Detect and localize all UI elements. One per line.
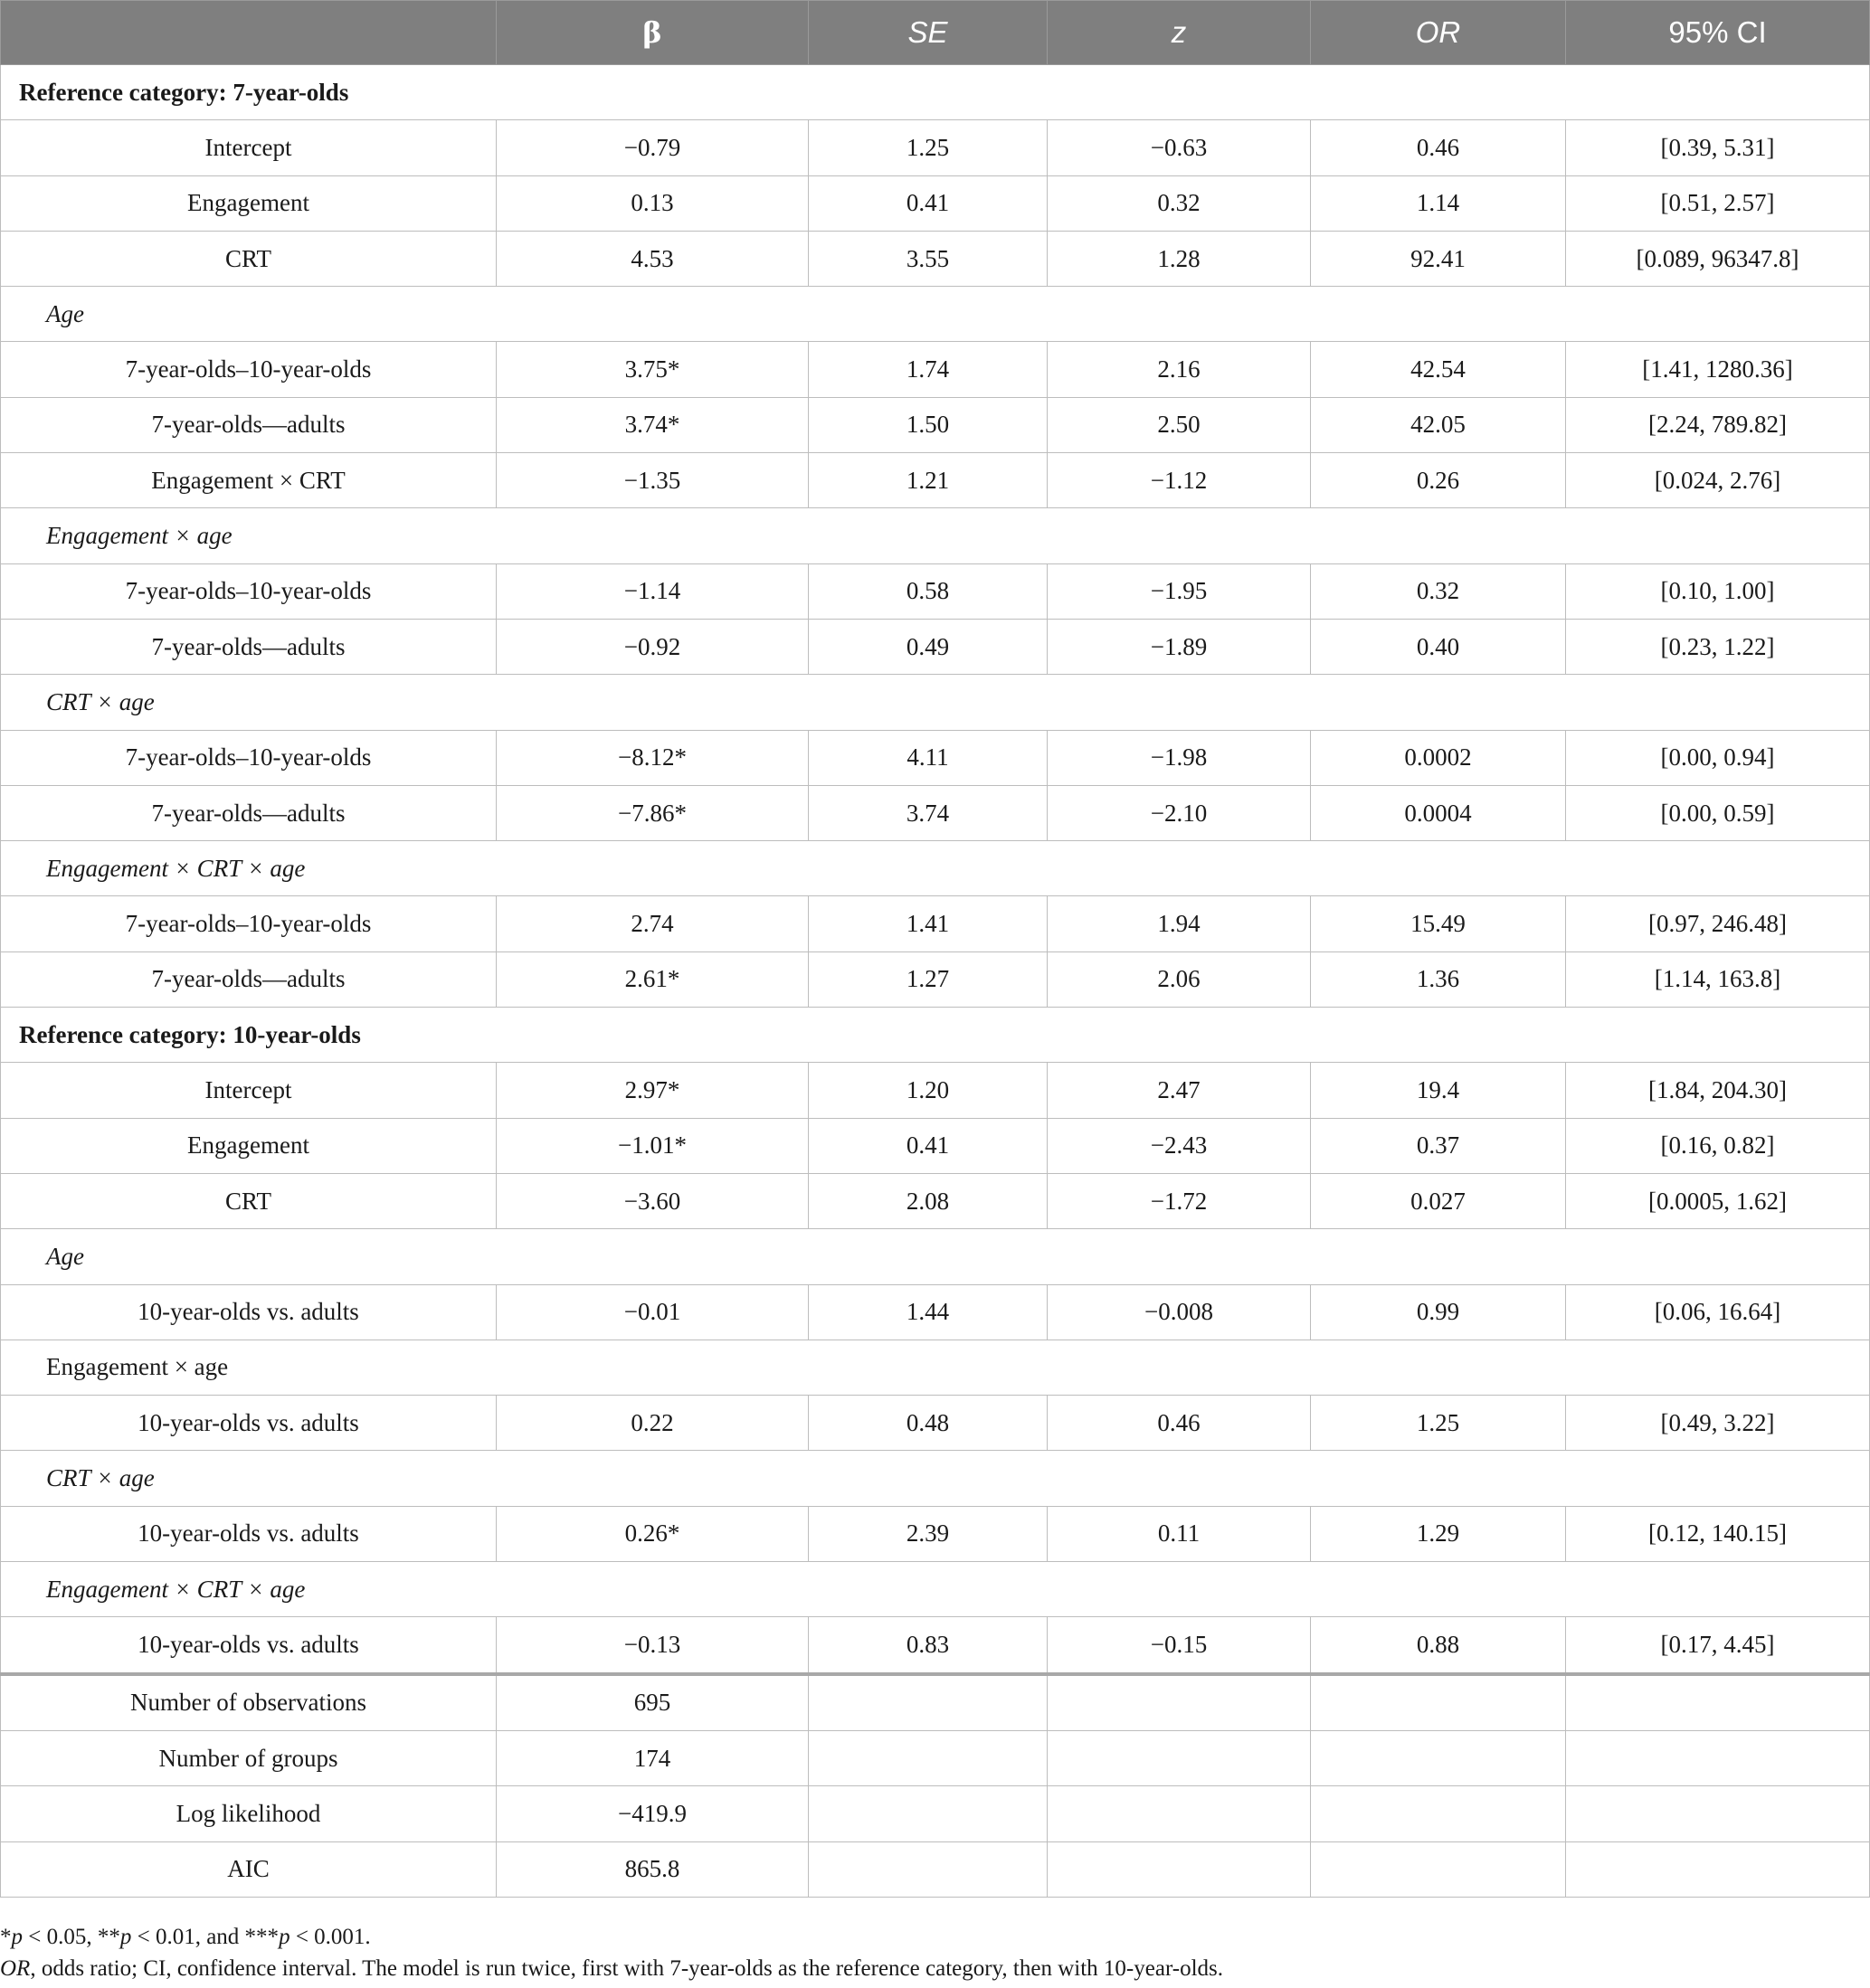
ci-cell: [0.51, 2.57] — [1566, 175, 1870, 231]
ci-cell: [0.39, 5.31] — [1566, 120, 1870, 175]
empty-cell — [1566, 1841, 1870, 1897]
ci-cell: [0.00, 0.59] — [1566, 785, 1870, 840]
or-cell: 1.14 — [1311, 175, 1566, 231]
beta-cell: 2.74 — [497, 896, 809, 951]
header-or: OR — [1311, 1, 1566, 65]
beta-cell: −1.01* — [497, 1118, 809, 1173]
or-cell: 0.88 — [1311, 1617, 1566, 1674]
empty-cell — [1048, 1786, 1311, 1841]
empty-cell — [1048, 1730, 1311, 1785]
header-se: SE — [809, 1, 1048, 65]
z-cell: −1.95 — [1048, 563, 1311, 619]
se-cell: 1.44 — [809, 1284, 1048, 1340]
z-cell: 1.28 — [1048, 231, 1311, 286]
z-cell: −1.72 — [1048, 1173, 1311, 1228]
row-label: 7-year-olds—adults — [1, 619, 497, 674]
footnotes — [0, 1921, 1870, 1984]
summary-value: 174 — [497, 1730, 809, 1785]
table-row — [1, 453, 1870, 508]
z-cell: −2.43 — [1048, 1118, 1311, 1173]
row-label: 7-year-olds–10-year-olds — [1, 342, 497, 397]
ci-cell: [0.23, 1.22] — [1566, 619, 1870, 674]
table-row — [1, 231, 1870, 286]
ci-cell: [0.49, 3.22] — [1566, 1396, 1870, 1451]
z-cell: −0.63 — [1048, 120, 1311, 175]
summary-label: Log likelihood — [1, 1786, 497, 1841]
table-row — [1, 1284, 1870, 1340]
beta-cell: 0.22 — [497, 1396, 809, 1451]
ci-cell: [0.12, 140.15] — [1566, 1506, 1870, 1561]
ci-cell: [0.06, 16.64] — [1566, 1284, 1870, 1340]
header-row — [1, 1, 1870, 65]
se-cell: 3.55 — [809, 231, 1048, 286]
beta-cell: −8.12* — [497, 730, 809, 785]
beta-cell: −1.14 — [497, 563, 809, 619]
summary-value: −419.9 — [497, 1786, 809, 1841]
summary-label: Number of observations — [1, 1674, 497, 1731]
z-cell: −1.12 — [1048, 453, 1311, 508]
beta-cell: 4.53 — [497, 231, 809, 286]
table-row — [1, 1396, 1870, 1451]
ci-cell: [0.97, 246.48] — [1566, 896, 1870, 951]
empty-cell — [809, 1841, 1048, 1897]
empty-cell — [1566, 1786, 1870, 1841]
se-cell: 1.27 — [809, 951, 1048, 1007]
section-header-row — [1, 1008, 1870, 1063]
se-cell: 1.25 — [809, 120, 1048, 175]
summary-label: Number of groups — [1, 1730, 497, 1785]
group-label: Engagement × CRT × age — [1, 841, 1870, 896]
se-cell: 0.58 — [809, 563, 1048, 619]
z-cell: −2.10 — [1048, 785, 1311, 840]
table-row — [1, 342, 1870, 397]
table-row — [1, 175, 1870, 231]
se-cell: 1.20 — [809, 1063, 1048, 1118]
group-label: Age — [1, 287, 1870, 342]
group-label-row — [1, 1451, 1870, 1506]
ci-cell: [2.24, 789.82] — [1566, 397, 1870, 452]
empty-cell — [1566, 1674, 1870, 1731]
or-cell: 92.41 — [1311, 231, 1566, 286]
z-cell: 2.50 — [1048, 397, 1311, 452]
z-cell: −0.008 — [1048, 1284, 1311, 1340]
table-row — [1, 397, 1870, 452]
summary-row — [1, 1786, 1870, 1841]
or-cell: 0.40 — [1311, 619, 1566, 674]
row-label: Intercept — [1, 1063, 497, 1118]
beta-cell: 0.13 — [497, 175, 809, 231]
footnote-segment: , odds ratio; CI, confidence interval. The model is run twice, first with 7-year-olds as the reference category, then with 10-year-olds. — [30, 1956, 1224, 1981]
row-label: 10-year-olds vs. adults — [1, 1617, 497, 1674]
table-body — [1, 65, 1870, 1898]
row-label: Engagement × CRT — [1, 453, 497, 508]
beta-cell: −0.92 — [497, 619, 809, 674]
se-cell: 1.21 — [809, 453, 1048, 508]
footnote-segment: p — [279, 1925, 290, 1949]
group-label-row — [1, 1229, 1870, 1284]
empty-cell — [1048, 1674, 1311, 1731]
ci-cell: [1.41, 1280.36] — [1566, 342, 1870, 397]
row-label: 7-year-olds–10-year-olds — [1, 896, 497, 951]
row-label: 7-year-olds—adults — [1, 951, 497, 1007]
footnote-segment: OR — [0, 1956, 31, 1981]
row-label: Engagement — [1, 175, 497, 231]
table-row — [1, 1173, 1870, 1228]
or-cell: 1.25 — [1311, 1396, 1566, 1451]
empty-cell — [809, 1786, 1048, 1841]
beta-cell: −1.35 — [497, 453, 809, 508]
footnote-segment: * — [0, 1925, 12, 1949]
z-cell: 2.16 — [1048, 342, 1311, 397]
se-cell: 4.11 — [809, 730, 1048, 785]
group-label-row — [1, 1562, 1870, 1617]
beta-cell: −0.01 — [497, 1284, 809, 1340]
row-label: 10-year-olds vs. adults — [1, 1396, 497, 1451]
footnote-segment: < 0.01, and *** — [131, 1925, 280, 1949]
summary-row — [1, 1841, 1870, 1897]
z-cell: 0.46 — [1048, 1396, 1311, 1451]
empty-cell — [1566, 1730, 1870, 1785]
beta-cell: 2.97* — [497, 1063, 809, 1118]
beta-cell: 0.26* — [497, 1506, 809, 1561]
group-label-row — [1, 675, 1870, 730]
table-row — [1, 120, 1870, 175]
or-cell: 19.4 — [1311, 1063, 1566, 1118]
group-label: CRT × age — [1, 1451, 1870, 1506]
ci-cell: [0.17, 4.45] — [1566, 1617, 1870, 1674]
or-cell: 15.49 — [1311, 896, 1566, 951]
empty-cell — [809, 1674, 1048, 1731]
header-z: z — [1048, 1, 1311, 65]
table-row — [1, 785, 1870, 840]
ci-cell: [0.024, 2.76] — [1566, 453, 1870, 508]
table-row — [1, 1506, 1870, 1561]
beta-cell: −3.60 — [497, 1173, 809, 1228]
footnote-segment: < 0.001. — [290, 1925, 371, 1949]
section-title: Reference category: 7-year-olds — [1, 65, 1870, 120]
ci-cell: [1.84, 204.30] — [1566, 1063, 1870, 1118]
ci-cell: [0.00, 0.94] — [1566, 730, 1870, 785]
se-cell: 2.08 — [809, 1173, 1048, 1228]
table-row — [1, 730, 1870, 785]
z-cell: −0.15 — [1048, 1617, 1311, 1674]
z-cell: 2.47 — [1048, 1063, 1311, 1118]
footnote-segment: < 0.05, ** — [23, 1925, 120, 1949]
or-cell: 0.0002 — [1311, 730, 1566, 785]
or-cell: 0.027 — [1311, 1173, 1566, 1228]
beta-cell: −0.13 — [497, 1617, 809, 1674]
row-label: 7-year-olds–10-year-olds — [1, 563, 497, 619]
row-label: 7-year-olds–10-year-olds — [1, 730, 497, 785]
ci-cell: [0.089, 96347.8] — [1566, 231, 1870, 286]
or-cell: 0.26 — [1311, 453, 1566, 508]
footnote-segment: p — [11, 1925, 23, 1949]
summary-row — [1, 1730, 1870, 1785]
se-cell: 1.41 — [809, 896, 1048, 951]
section-header-row — [1, 65, 1870, 120]
group-label: Engagement × age — [1, 1340, 1870, 1395]
z-cell: 0.32 — [1048, 175, 1311, 231]
z-cell: 0.11 — [1048, 1506, 1311, 1561]
footnote-abbreviations — [0, 1953, 1870, 1984]
summary-label: AIC — [1, 1841, 497, 1897]
row-label: CRT — [1, 1173, 497, 1228]
se-cell: 3.74 — [809, 785, 1048, 840]
empty-cell — [809, 1730, 1048, 1785]
group-label: Engagement × age — [1, 508, 1870, 563]
se-cell: 0.48 — [809, 1396, 1048, 1451]
row-label: 10-year-olds vs. adults — [1, 1284, 497, 1340]
or-cell: 0.32 — [1311, 563, 1566, 619]
section-title: Reference category: 10-year-olds — [1, 1008, 1870, 1063]
footnote-segment: p — [119, 1925, 132, 1949]
empty-cell — [1311, 1674, 1566, 1731]
group-label: Engagement × CRT × age — [1, 1562, 1870, 1617]
or-cell: 1.29 — [1311, 1506, 1566, 1561]
z-cell: −1.98 — [1048, 730, 1311, 785]
or-cell: 0.46 — [1311, 120, 1566, 175]
beta-cell: 3.75* — [497, 342, 809, 397]
group-label-row — [1, 508, 1870, 563]
group-label: Age — [1, 1229, 1870, 1284]
se-cell: 1.50 — [809, 397, 1048, 452]
se-cell: 0.49 — [809, 619, 1048, 674]
group-label-row — [1, 1340, 1870, 1395]
beta-cell: −0.79 — [497, 120, 809, 175]
ci-cell: [1.14, 163.8] — [1566, 951, 1870, 1007]
se-cell: 0.41 — [809, 1118, 1048, 1173]
table-row — [1, 1063, 1870, 1118]
or-cell: 0.37 — [1311, 1118, 1566, 1173]
header-ci: 95% CI — [1566, 1, 1870, 65]
or-cell: 0.99 — [1311, 1284, 1566, 1340]
row-label: 7-year-olds—adults — [1, 785, 497, 840]
empty-cell — [1311, 1841, 1566, 1897]
summary-row — [1, 1674, 1870, 1731]
se-cell: 0.41 — [809, 175, 1048, 231]
ci-cell: [0.16, 0.82] — [1566, 1118, 1870, 1173]
z-cell: −1.89 — [1048, 619, 1311, 674]
summary-value: 695 — [497, 1674, 809, 1731]
se-cell: 2.39 — [809, 1506, 1048, 1561]
beta-cell: 2.61* — [497, 951, 809, 1007]
table-row — [1, 896, 1870, 951]
row-label: Intercept — [1, 120, 497, 175]
se-cell: 0.83 — [809, 1617, 1048, 1674]
empty-cell — [1048, 1841, 1311, 1897]
ci-cell: [0.10, 1.00] — [1566, 563, 1870, 619]
table-row — [1, 1617, 1870, 1674]
header-beta: β — [497, 1, 809, 65]
or-cell: 42.54 — [1311, 342, 1566, 397]
z-cell: 1.94 — [1048, 896, 1311, 951]
row-label: CRT — [1, 231, 497, 286]
beta-cell: −7.86* — [497, 785, 809, 840]
or-cell: 0.0004 — [1311, 785, 1566, 840]
header-label — [1, 1, 497, 65]
or-cell: 1.36 — [1311, 951, 1566, 1007]
z-cell: 2.06 — [1048, 951, 1311, 1007]
table-row — [1, 951, 1870, 1007]
table-row — [1, 619, 1870, 674]
se-cell: 1.74 — [809, 342, 1048, 397]
table-row — [1, 563, 1870, 619]
ci-cell: [0.0005, 1.62] — [1566, 1173, 1870, 1228]
empty-cell — [1311, 1730, 1566, 1785]
beta-cell: 3.74* — [497, 397, 809, 452]
group-label: CRT × age — [1, 675, 1870, 730]
row-label: 7-year-olds—adults — [1, 397, 497, 452]
group-label-row — [1, 287, 1870, 342]
row-label: 10-year-olds vs. adults — [1, 1506, 497, 1561]
row-label: Engagement — [1, 1118, 497, 1173]
empty-cell — [1311, 1786, 1566, 1841]
summary-value: 865.8 — [497, 1841, 809, 1897]
footnote-significance — [0, 1921, 1870, 1953]
group-label-row — [1, 841, 1870, 896]
table-row — [1, 1118, 1870, 1173]
or-cell: 42.05 — [1311, 397, 1566, 452]
